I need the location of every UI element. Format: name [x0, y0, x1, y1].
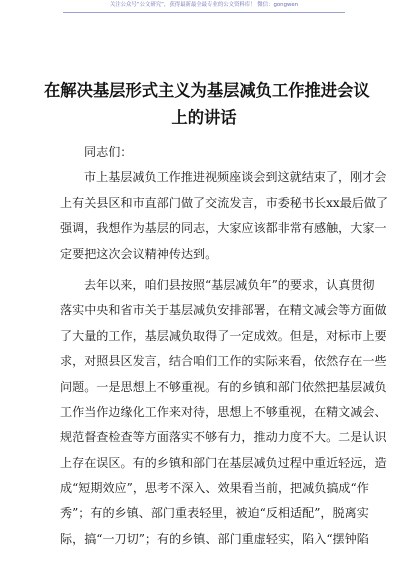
paragraph-line: 成“短期效应”，思考不深入、效果看当前，把减负搞成“作 — [60, 481, 369, 496]
paragraph-line: 上有关县区和市直部门做了交流发言，市委秘书长xx最后做了 — [60, 195, 389, 210]
paragraph-line: 强调，我想作为基层的同志，大家应该都非常有感触，大家一 — [60, 221, 387, 236]
paragraph-line: 上存在误区。有的乡镇和部门在基层减负过程中重近轻远，造 — [60, 455, 387, 470]
document-body — [60, 140, 389, 552]
title-line-1: 在解决基层形式主义为基层减负工作推进会议 — [44, 81, 370, 100]
paragraph-line: 工作当作边缘化工作来对待，思想上不够重视，在精文减会、 — [60, 404, 387, 419]
paragraph-1 — [60, 165, 389, 267]
banner-text: 关注公众号“公文研究”，获得最新最全最专业的公文资料库！ 微信：gongwen — [109, 2, 299, 8]
header-divider — [63, 12, 345, 13]
document-title — [44, 77, 370, 131]
paragraph-line: 规范督查检查等方面落实不够有力，推动力度不大。二是认识 — [60, 430, 387, 445]
paragraph-2 — [60, 273, 387, 552]
paragraph-line: 问题。一是思想上不够重视。有的乡镇和部门依然把基层减负 — [60, 379, 387, 394]
paragraph-line: 定要把这次会议精神传达到。 — [60, 246, 218, 261]
paragraph-line: 求，对照县区发言，结合咱们工作的实际来看，依然存在一些 — [60, 354, 387, 369]
salutation: 同志们： — [84, 145, 133, 159]
paragraph-line: 际，搞“一刀切”；有的乡镇、部门重虚轻实，陷入“摆钟陷 — [60, 531, 369, 546]
paragraph-line: 落实中央和省市关于基层减负安排部署，在精文减会等方面做 — [60, 303, 387, 318]
paragraph-line: 市上基层减负工作推进视频座谈会到这就结束了，刚才会 — [84, 170, 387, 185]
paragraph-line: 秀”；有的乡镇、部门重表轻里，被迫“反相适配”，脱离实 — [60, 506, 369, 521]
paragraph-line: 了大量的工作，基层减负取得了一定成效。但是，对标市上要 — [60, 328, 387, 343]
paragraph-line: 去年以来，咱们县按照“基层减负年”的要求，认真贯彻 — [84, 277, 375, 292]
title-line-2: 上的讲话 — [171, 108, 237, 127]
